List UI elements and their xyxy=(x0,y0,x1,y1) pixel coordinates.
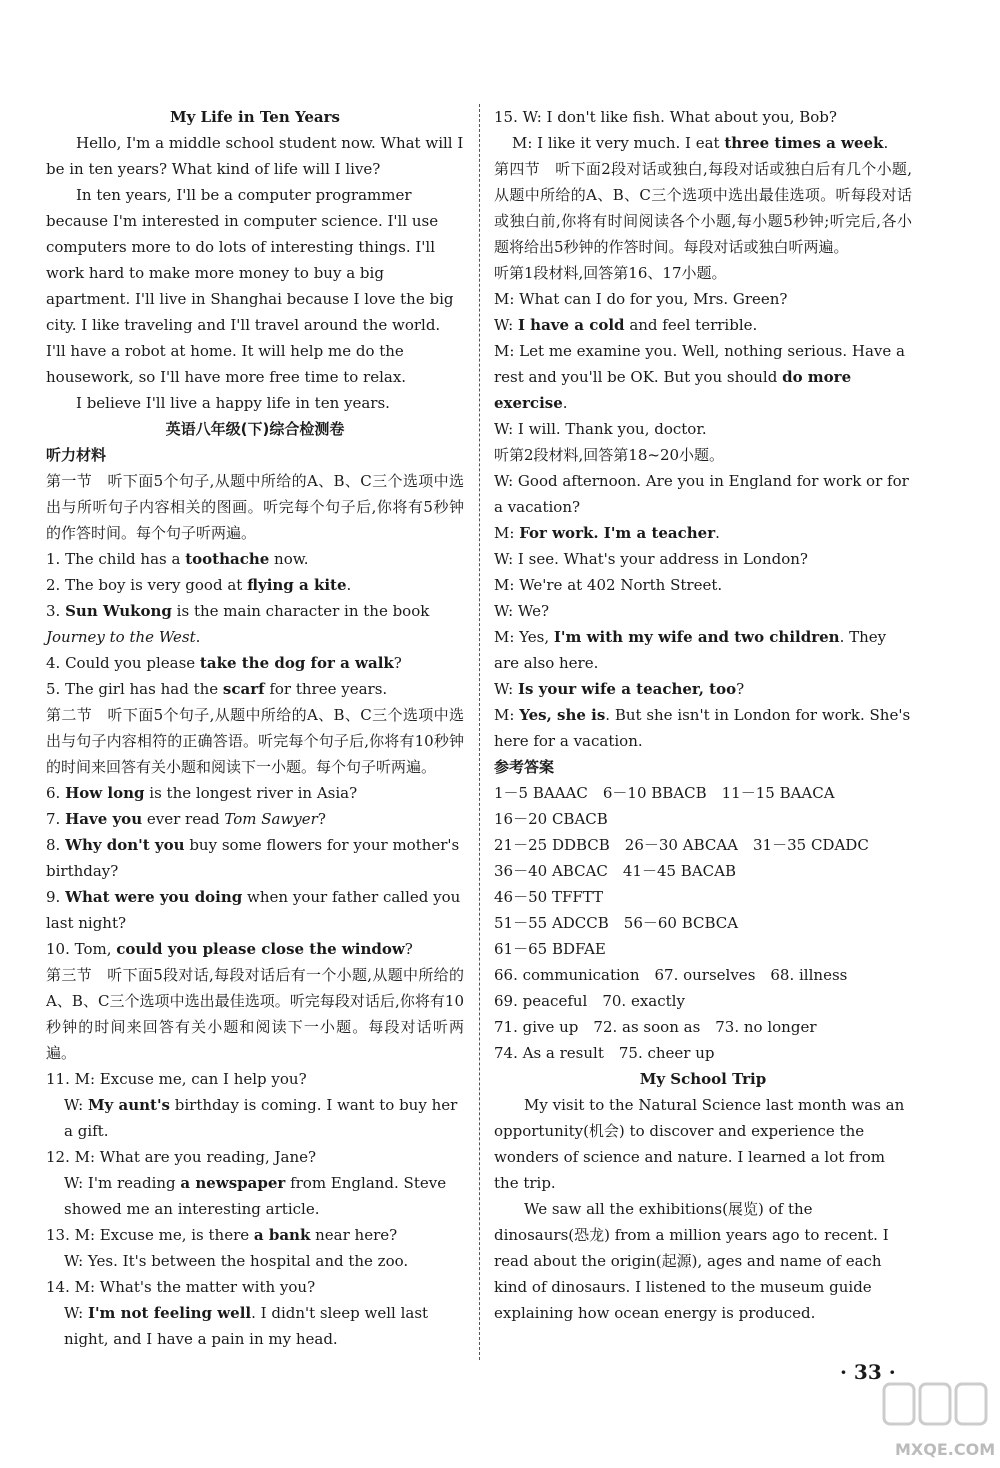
section-1-instructions: 第一节 听下面5个句子,从题中所给的A、B、C三个选项中选出与所听句子内容相关的图画。听完每个句子后,你将有5秒钟的作答时间。每个句子听两遍。 xyxy=(46,472,464,542)
answer-line: 71. give up 72. as soon as 73. no longer xyxy=(494,1018,817,1036)
dialogue-13-m: 13. M: Excuse me, is there a bank near here? xyxy=(46,1226,398,1244)
section-2-instructions: 第二节 听下面5个句子,从题中所给的A、B、C三个选项中选出与句子内容相符的正确答语。听完每个句子后,你将有10秒钟的时间来回答有关小题和阅读下一小题。每个句子听两遍。 xyxy=(46,706,464,776)
answer-line: 21－25 DDBCB 26－30 ABCAA 31－35 CDADC xyxy=(494,836,869,854)
material-2-line: M: We're at 402 North Street. xyxy=(494,576,723,594)
material-1-line: W: I have a cold and feel terrible. xyxy=(494,316,758,334)
answer-line: 1－5 BAAAC 6－10 BBACB 11－15 BAACA xyxy=(494,784,835,802)
dialogue-11-w: W: My aunt's birthday is coming. I want to buy her a gift. xyxy=(64,1096,458,1140)
answers-label: 参考答案 xyxy=(494,758,555,776)
question-8: 8. Why don't you buy some flowers for your mother's birthday? xyxy=(46,836,460,880)
listening-label: 听力材料 xyxy=(46,446,107,464)
question-1: 1. The child has a toothache now. xyxy=(46,550,309,568)
trip-paragraph: We saw all the exhibitions(展览) of the dinosaurs(恐龙) from a million years ago to recent. I read about the origin(起源), ages and name of each kind of dinosaurs. I listened to the museum guide explaining how ocean energy is produced. xyxy=(494,1200,889,1322)
material-2-line: W: Good afternoon. Are you in England for work or for a vacation? xyxy=(494,472,909,516)
dialogue-14-w: W: I'm not feeling well. I didn't sleep well last night, and I have a pain in my head. xyxy=(64,1304,429,1348)
material-2-line: W: We? xyxy=(494,602,550,620)
dialogue-15-w: 15. W: I don't like fish. What about you, Bob? xyxy=(494,108,837,126)
dialogue-12-w: W: I'm reading a newspaper from England. Steve showed me an interesting article. xyxy=(64,1174,447,1218)
page-number: · 33 · xyxy=(840,1360,896,1384)
answer-line: 16－20 CBACB xyxy=(494,810,608,828)
material-1-line: W: I will. Thank you, doctor. xyxy=(494,420,707,438)
answer-line: 69. peaceful 70. exactly xyxy=(494,992,685,1010)
question-6: 6. How long is the longest river in Asia? xyxy=(46,784,358,802)
question-2: 2. The boy is very good at flying a kite. xyxy=(46,576,352,594)
exam-title: 英语八年级(下)综合检测卷 xyxy=(165,420,345,438)
dialogue-12-m: 12. M: What are you reading, Jane? xyxy=(46,1148,317,1166)
material-1-line: M: What can I do for you, Mrs. Green? xyxy=(494,290,788,308)
essay-paragraph: In ten years, I'll be a computer programmer because I'm interested in computer science. I'll use computers more to do lots of interesting things. I'll work hard to make more money to buy a big apartment. I'll live in Shanghai because I love the big city. I like traveling and I'll travel around the world. I'll have a robot at home. It will help me do the housework, so I'll have more free time to relax. xyxy=(46,186,454,386)
answer-line: 61－65 BDFAE xyxy=(494,940,606,958)
question-5: 5. The girl has had the scarf for three years. xyxy=(46,680,388,698)
material-2-line: M: Yes, she is. But she isn't in London for work. She's here for a vacation. xyxy=(494,706,911,750)
material-2-line: M: Yes, I'm with my wife and two children. They are also here. xyxy=(494,628,887,672)
essay-paragraph: I believe I'll live a happy life in ten years. xyxy=(76,394,390,412)
question-4: 4. Could you please take the dog for a walk? xyxy=(46,654,402,672)
question-7: 7. Have you ever read Tom Sawyer? xyxy=(46,810,326,828)
trip-paragraph: My visit to the Natural Science last month was an opportunity(机会) to discover and experience the wonders of science and nature. I learned a lot from the trip. xyxy=(494,1096,905,1192)
section-4-instructions: 第四节 听下面2段对话或独白,每段对话或独白后有几个小题,从题中所给的A、B、C三个选项中选出最佳选项。听每段对话或独白前,你将有时间阅读各个小题,每小题5秒钟;听完后,各小题将给出5秒钟的作答时间。每段对话或独白听两遍。 xyxy=(494,160,912,256)
answer-line: 74. As a result 75. cheer up xyxy=(494,1044,715,1062)
material-2-line: M: For work. I'm a teacher. xyxy=(494,524,720,542)
material-2-label: 听第2段材料,回答第18~20小题。 xyxy=(494,446,725,464)
essay-paragraph: Hello, I'm a middle school student now. What will I be in ten years? What kind of life will I live? xyxy=(46,134,464,178)
right-column xyxy=(494,104,912,1326)
material-2-line: W: Is your wife a teacher, too? xyxy=(494,680,745,698)
question-10: 10. Tom, could you please close the window? xyxy=(46,940,413,958)
answer-line: 46－50 TFFTT xyxy=(494,888,604,906)
watermark-text: MXQE.COM xyxy=(895,1440,996,1459)
column-divider xyxy=(479,104,480,1360)
material-1-line: M: Let me examine you. Well, nothing serious. Have a rest and you'll be OK. But you should do more exercise. xyxy=(494,342,905,412)
dialogue-13-w: W: Yes. It's between the hospital and the zoo. xyxy=(64,1252,409,1270)
answer-line: 51－55 ADCCB 56－60 BCBCA xyxy=(494,914,739,932)
answer-line: 66. communication 67. ourselves 68. illness xyxy=(494,966,848,984)
dialogue-15-m: M: I like it very much. I eat three times a week. xyxy=(512,134,889,152)
question-9: 9. What were you doing when your father called you last night? xyxy=(46,888,461,932)
section-3-instructions: 第三节 听下面5段对话,每段对话后有一个小题,从题中所给的A、B、C三个选项中选出最佳选项。听完每段对话后,你将有10秒钟的时间来回答有关小题和阅读下一小题。每段对话听两遍。 xyxy=(46,966,464,1062)
question-3: 3. Sun Wukong is the main character in the book Journey to the West. xyxy=(46,602,430,646)
left-column xyxy=(46,104,464,1352)
material-2-line: W: I see. What's your address in London? xyxy=(494,550,808,568)
essay-title: My Life in Ten Years xyxy=(170,108,340,126)
answer-line: 36－40 ABCAC 41－45 BACAB xyxy=(494,862,736,880)
dialogue-14-m: 14. M: What's the matter with you? xyxy=(46,1278,316,1296)
trip-title: My School Trip xyxy=(639,1070,767,1088)
material-1-label: 听第1段材料,回答第16、17小题。 xyxy=(494,264,727,282)
dialogue-11-m: 11. M: Excuse me, can I help you? xyxy=(46,1070,307,1088)
